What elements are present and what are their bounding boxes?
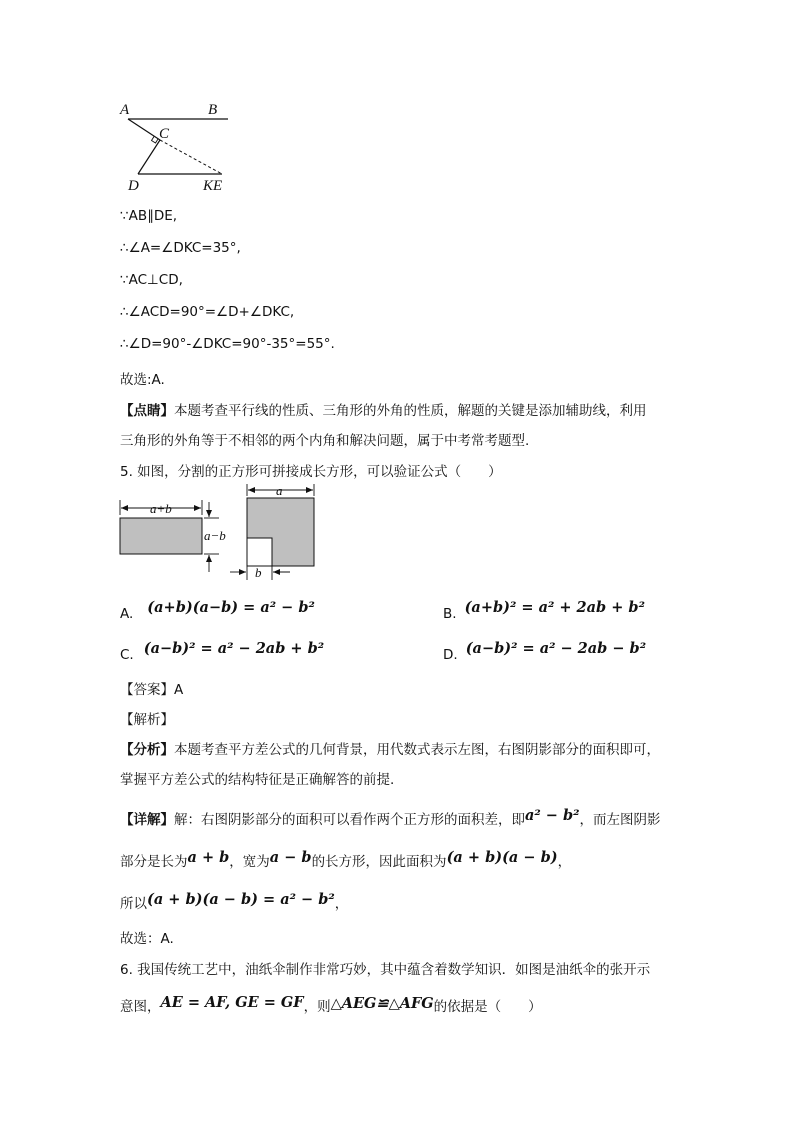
detail-formula-1: a² − b² [525, 807, 580, 824]
jiexi-heading: 【解析】 [120, 712, 174, 728]
left-rectangle [120, 518, 202, 554]
q6-text-2c: 的依据是（ ） [433, 999, 542, 1015]
detail-tag: 【详解】 [120, 812, 174, 828]
dianjing-text-1: 本题考查平行线的性质、三角形的外角的性质，解题的关键是添加辅助线，利用 [174, 403, 647, 419]
detail-text-1a: 解：右图阴影部分的面积可以看作两个正方形的面积差，即 [174, 812, 525, 828]
option-c-formula: (a−b)² = a² − 2ab + b² [143, 640, 325, 657]
detail-text-2d: ， [557, 854, 572, 870]
detail-line-3 [120, 892, 348, 912]
label-a-top: a [276, 483, 283, 498]
option-d-formula: (a−b)² = a² − 2ab − b² [465, 640, 647, 657]
proof-line-5: ∴∠D=90°-∠DKC=90°-35°=55°. [120, 336, 335, 352]
label-ke: KE [203, 178, 223, 194]
detail-text-2a: 部分是长为 [120, 854, 188, 870]
label-c: C [159, 126, 170, 142]
option-d-letter: D. [443, 647, 458, 663]
detail-formula-2c: (a + b)(a − b) [446, 849, 558, 866]
detail-formula-3: (a + b)(a − b) = a² − b² [147, 891, 335, 908]
label-a-plus-b: a+b [150, 501, 172, 516]
geometry-figure-parallel-lines [110, 96, 240, 196]
question-6-line-2 [120, 995, 542, 1015]
label-b-bottom: b [255, 565, 262, 580]
dianjing-tag: 【点睛】 [120, 403, 174, 419]
fenxi-text-1: 本题考查平方差公式的几何背景，用代数式表示左图，右图阴影部分的面积即可， [174, 742, 660, 758]
detail-formula-2a: a + b [187, 849, 230, 866]
detail-choice: 故选：A. [120, 931, 174, 947]
cut-out-square [247, 538, 272, 566]
label-b: B [208, 102, 218, 118]
segment-cd [138, 140, 160, 174]
detail-text-2c: 的长方形，因此面积为 [311, 854, 447, 870]
q6-text-2b: ，则 [303, 999, 331, 1015]
option-c-letter: C. [120, 647, 134, 663]
geometry-figure-squares [118, 480, 328, 580]
option-a-formula: (a+b)(a−b) = a² − b² [147, 599, 315, 616]
detail-line-2 [120, 850, 571, 870]
proof-choice: 故选:A. [120, 372, 165, 388]
option-c[interactable] [120, 640, 325, 663]
detail-text-1b: ，而左图阴影 [579, 812, 661, 828]
proof-line-2: ∴∠A=∠DKC=35°, [120, 240, 241, 256]
label-d: D [128, 178, 139, 194]
q6-text-2a: 意图， [120, 999, 161, 1015]
proof-line-4: ∴∠ACD=90°=∠D+∠DKC, [120, 304, 295, 320]
dianjing-line-1 [120, 399, 647, 419]
answer-line: 【答案】A [120, 682, 184, 698]
option-b[interactable] [443, 599, 645, 622]
detail-text-3a: 所以 [120, 896, 147, 912]
q6-formula-1: AE = AF, GE = GF [160, 994, 304, 1011]
question-6-line-1: 6. 我国传统工艺中，油纸伞制作非常巧妙，其中蕴含着数学知识．如图是油纸伞的张开示 [120, 962, 651, 978]
detail-text-3b: ， [334, 896, 349, 912]
segment-ac [128, 119, 160, 140]
fenxi-line-1 [120, 738, 660, 758]
detail-line-1 [120, 808, 660, 828]
option-d[interactable] [443, 640, 647, 663]
question-5-stem: 5. 如图，分割的正方形可拼接成长方形，可以验证公式（ ） [120, 464, 502, 480]
proof-line-1: ∵AB∥DE, [120, 208, 178, 224]
dashed-aux-line [160, 140, 222, 174]
dianjing-line-2: 三角形的外角等于不相邻的两个内角和解决问题，属于中考常考题型. [120, 433, 530, 449]
label-a-minus-b: a−b [204, 528, 226, 543]
option-a-letter: A. [120, 606, 134, 622]
fenxi-line-2: 掌握平方差公式的结构特征是正确解答的前提. [120, 772, 395, 788]
label-a: A [120, 102, 130, 118]
detail-formula-2b: a − b [269, 849, 312, 866]
option-a[interactable] [120, 599, 315, 622]
option-b-letter: B. [443, 606, 457, 622]
fenxi-tag: 【分析】 [120, 742, 174, 758]
proof-line-3: ∵AC⊥CD, [120, 272, 183, 288]
q6-formula-2: △AEG≌△AFG [330, 995, 434, 1012]
option-b-formula: (a+b)² = a² + 2ab + b² [464, 599, 645, 616]
detail-text-2b: ，宽为 [229, 854, 270, 870]
